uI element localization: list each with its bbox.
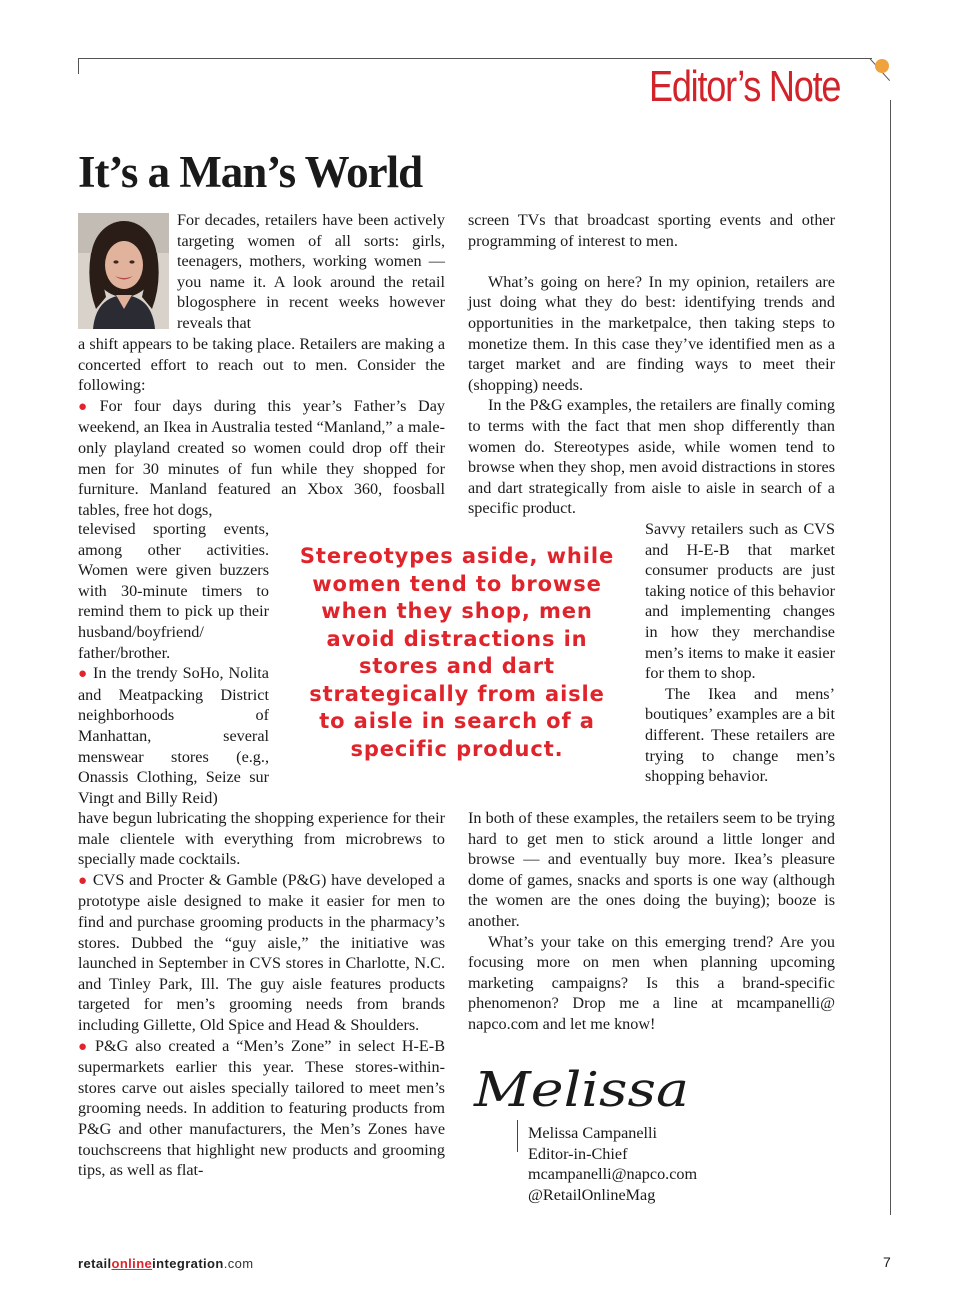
intro-paragraph-end: a shift appears to be taking place. Retailers are making a concerted effort to reach out to men. Consider the following: xyxy=(78,335,445,395)
footer-integration: integration xyxy=(152,1256,224,1271)
footer-retail: retail xyxy=(78,1256,112,1271)
footer-brand xyxy=(78,1256,254,1271)
bullet-text: P&G also created a “Men’s Zone” in select H-E-B supermarkets earlier this year. These stores-within-stores carve out aisles specially tailored to meet men’s grooming needs. In addition to featuring products from P&G and other manufacturers, the Men’s Zones have touchscreens that highlight new products and grooming tips, as well as flat- xyxy=(78,1036,445,1180)
pull-quote: Stereotypes aside, while women tend to browse when they shop, men avoid distractions in stores and dart strategically from aisle to aisle in search of a specific product. xyxy=(299,544,615,761)
signature-text: Melissa xyxy=(472,1062,689,1118)
soho-continued: have begun lubricating the shopping experience for their male clientele with everything from microbrews to specially made cocktails. xyxy=(78,809,445,869)
ikea-boutiques-paragraph: The Ikea and mens’ boutiques’ examples are a bit different. These retailers are trying to change men’s shopping behavior. xyxy=(645,684,835,786)
pg-examples-paragraph: In the P&G examples, the retailers are finally coming to terms with the fact that men shop differently than women do. Stereotypes aside, while women tend to browse when they shop, men avoid distractions in stores and dart strategically from aisle to aisle in search of a specific product. xyxy=(468,396,835,518)
both-examples-paragraph: In both of these examples, the retailers seem to be trying hard to get men to stick around a little longer and browse — and eventually buy more. Ikea’s pleasure dome of games, snacks and sports is one way (although the women are the ones doing the buying); booze is another. xyxy=(468,809,835,930)
editor-email: mcampanelli@napco.com xyxy=(528,1165,698,1184)
headline: It’s a Man’s World xyxy=(78,147,423,197)
handwritten-signature xyxy=(468,1048,698,1132)
savvy-retailers-paragraph: Savvy retailers such as CVS and H-E-B that market consumer products are just taking notice of this behavior and implementing changes in how they merchandise men’s items to make it easier for them to shop. xyxy=(645,520,835,683)
column-a xyxy=(177,210,445,334)
bullet-text: For four days during this year’s Father’s Day weekend, an Ikea in Australia tested “Manland,” a male-only playland created so women could drop off their men for 30 minutes of fun while they shopped for furniture. Manland featured an Xbox 360, foosball tables, free hot dogs, xyxy=(78,396,446,519)
column-g xyxy=(468,808,835,1035)
bullet-icon: ● xyxy=(78,666,89,683)
bullet-item-soho xyxy=(78,663,269,808)
manland-continued: televised sporting events, among other activities. Women were given buzzers with 30-minute timers to remind them to pick up their husband/boyfriend/ father/brother. xyxy=(78,520,269,662)
bullet-icon: ● xyxy=(78,398,95,415)
editor-name: Melissa Campanelli xyxy=(528,1124,658,1142)
author-photo xyxy=(78,213,169,329)
bullet-icon: ● xyxy=(78,872,88,889)
column-d xyxy=(78,808,445,1181)
bullet-text: CVS and Procter & Gamble (P&G) have developed a prototype aisle designed to make it easier for men to find and purchase grooming products in the pharmacy’s stores. Dubbed the “guy aisle,” the initiative was launched in September in CVS stores in Charlotte, N.C. and Tinley Park, Ill. The guy aisle features products targeted for men’s grooming needs from brands including Gillette, Old Spice and Head & Shoulders. xyxy=(78,870,445,1034)
frame-top-rule xyxy=(78,58,872,59)
column-f xyxy=(645,519,835,787)
bullet-icon: ● xyxy=(78,1038,91,1055)
paragraph-gap xyxy=(468,251,835,272)
column-c xyxy=(78,519,269,808)
opinion-paragraph: What’s going on here? In my opinion, retailers are just doing what they do best: identifying trends and opportunities in the marketpalce, then taking steps to monetize them. In this case they’ve identified men as a target market and are finding ways to meet their (shopping) needs. xyxy=(468,272,835,394)
footer-domain: .com xyxy=(223,1256,254,1271)
bullet-item-manland xyxy=(78,396,445,521)
section-label: Editor’s Note xyxy=(648,62,840,111)
column-e xyxy=(468,210,835,519)
footer-online: online xyxy=(111,1256,153,1271)
frame-right-rule xyxy=(890,100,891,1215)
bullet-text: In the trendy SoHo, Nolita and Meatpacking District neighborhoods of Manhattan, several menswear stores (e.g., Onassis Clothing, Seize sur Vingt and Billy Reid) xyxy=(78,664,269,807)
frame-left-tick xyxy=(78,58,79,74)
closing-question-paragraph: What’s your take on this emerging trend? Are you focusing more on men when planning upcoming marketing campaigns? Is this a brand-specific phenomenon? Drop me a line at mcampanelli@ napco.com and let me know! xyxy=(468,932,835,1033)
author-portrait-image xyxy=(78,213,169,329)
flatscreen-continued: screen TVs that broadcast sporting events and other programming of interest to men. xyxy=(468,211,835,250)
column-b xyxy=(78,334,445,520)
editor-title: Editor-in-Chief xyxy=(528,1144,628,1163)
intro-paragraph-start: For decades, retailers have been actively targeting women of all sorts: girls, teenagers, mothers, working women — you name it. A look around the retail blogosphere in recent weeks however reveals that xyxy=(177,211,445,332)
bullet-item-cvs xyxy=(78,870,445,1036)
bullet-item-heb xyxy=(78,1036,445,1181)
signature-rule xyxy=(517,1120,518,1152)
signature-block xyxy=(528,1123,697,1205)
orange-dot-icon xyxy=(875,59,889,73)
editor-twitter: @RetailOnlineMag xyxy=(528,1185,656,1204)
page-number: 7 xyxy=(883,1254,891,1270)
